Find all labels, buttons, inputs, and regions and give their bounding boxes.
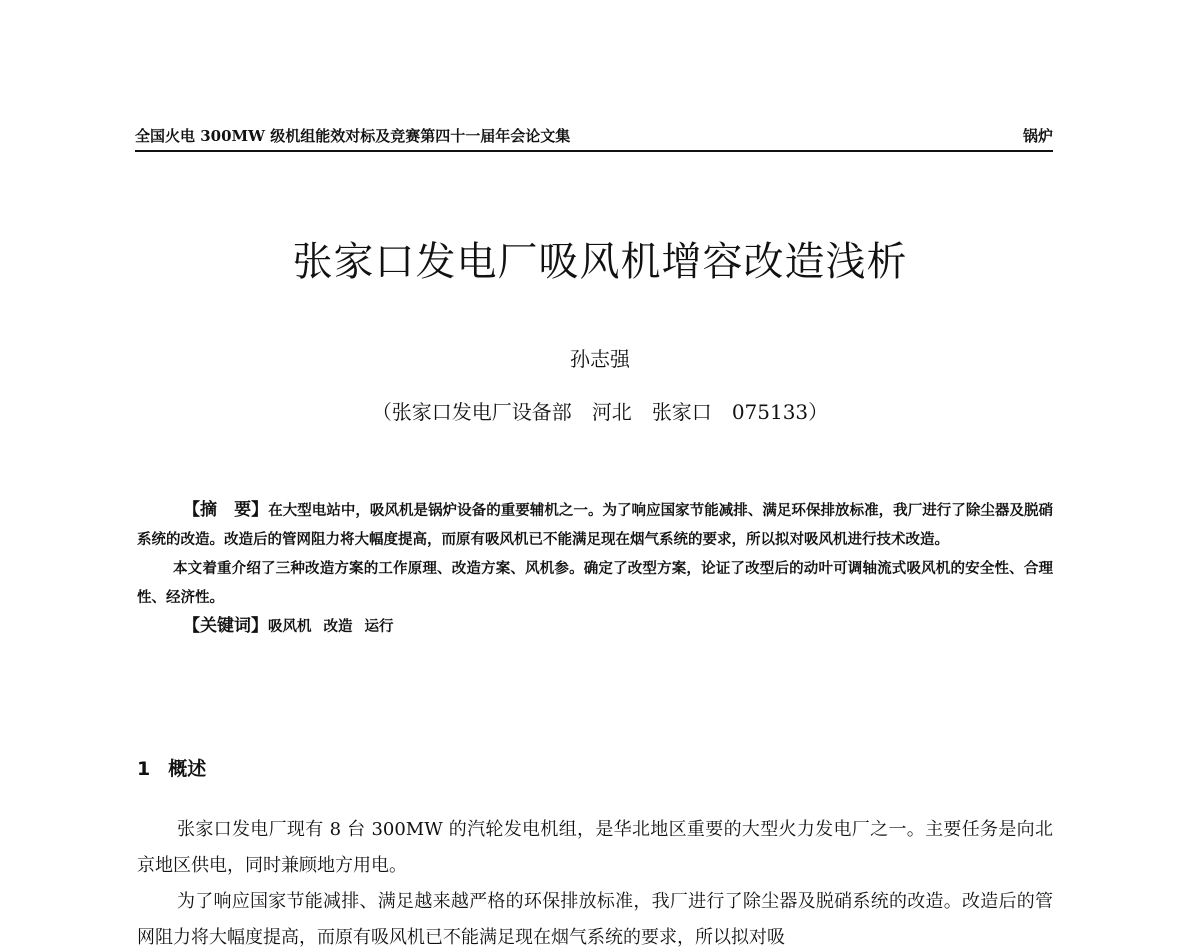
body-paragraph: 张家口发电厂现有 8 台 300MW 的汽轮发电机组，是华北地区重要的大型火力发电厂之一。主要任务是向北京地区供电，同时兼顾地方用电。: [137, 819, 1053, 876]
keyword: 改造: [323, 618, 353, 635]
abstract-label: 【摘 要】: [183, 500, 269, 520]
affiliation-postcode: 075133）: [731, 400, 829, 424]
author-name: 孙志强: [570, 347, 630, 371]
affiliation-province: 河北: [591, 400, 632, 424]
keywords-label: 【关键词】: [183, 616, 268, 636]
section-body: [137, 812, 1053, 952]
section-title: 概述: [168, 758, 207, 780]
proceedings-title: 全国火电 300MW 级机组能效对标及竞赛第四十一届年会论文集: [135, 127, 571, 145]
paper-title: 张家口发电厂吸风机增容改造浅析: [292, 239, 908, 285]
affiliation-city: 张家口: [651, 400, 712, 424]
running-header: [135, 122, 1053, 152]
section-tag: 锅炉: [1022, 127, 1053, 145]
affiliation-org: （张家口发电厂设备部: [371, 400, 572, 424]
keyword: 运行: [364, 618, 394, 635]
abstract-text: 在大型电站中，吸风机是锅炉设备的重要辅机之一。为了响应国家节能减排、满足环保排放标准，我厂进行了除尘器及脱硝系统的改造。改造后的管网阻力将大幅度提高，而原有吸风机已不能满足现在烟气系统的要求，所以拟对吸风机进行技术改造。: [137, 502, 1054, 548]
author-affiliation: [0, 396, 1200, 425]
abstract-paragraph: [137, 496, 1053, 554]
body-paragraph: 为了响应国家节能减排、满足越来越严格的环保排放标准，我厂进行了除尘器及脱硝系统的改造。改造后的管网阻力将大幅度提高，而原有吸风机已不能满足现在烟气系统的要求，所以拟对吸: [137, 891, 1053, 948]
keywords-line: [137, 612, 1053, 641]
section-heading: [137, 754, 206, 781]
section-number: 1: [137, 758, 151, 780]
abstract-paragraph-2: 本文着重介绍了三种改造方案的工作原理、改造方案、风机参。确定了改型方案，论证了改型后的动叶可调轴流式吸风机的安全性、合理性、经济性。: [137, 560, 1053, 606]
keyword: 吸风机: [268, 618, 312, 635]
abstract-block: [137, 496, 1053, 641]
